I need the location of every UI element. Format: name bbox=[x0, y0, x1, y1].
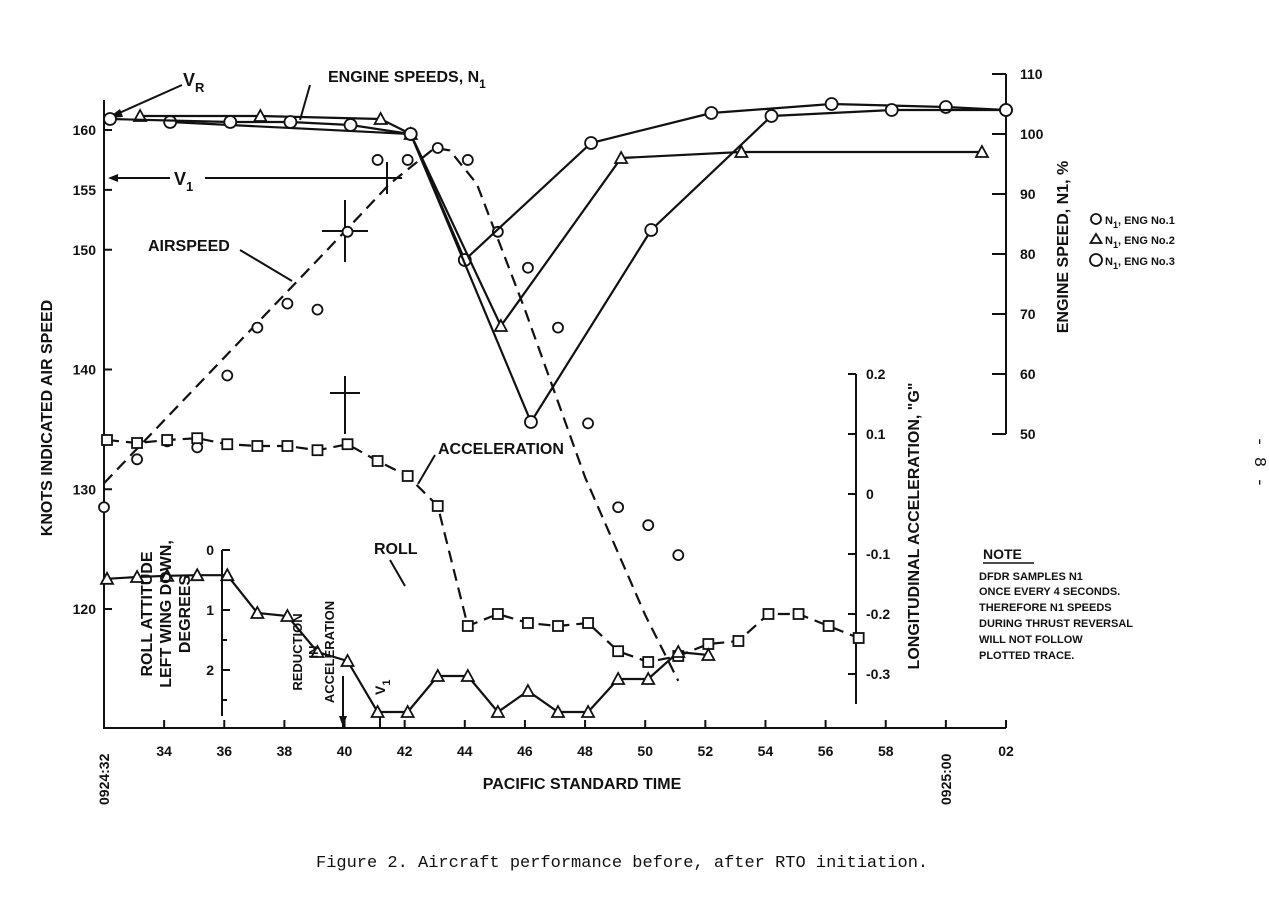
data-point-acceleration bbox=[493, 609, 503, 619]
series-line-acceleration bbox=[107, 438, 859, 662]
data-point-airspeed_samples bbox=[252, 323, 262, 333]
engine-speed-tick-label: 110 bbox=[1020, 66, 1043, 82]
engine-speed-tick-label: 60 bbox=[1020, 366, 1036, 382]
data-point-n1_eng1 bbox=[940, 101, 952, 113]
series-layer bbox=[99, 98, 1012, 717]
airspeed-tick-label: 150 bbox=[72, 241, 96, 258]
data-point-airspeed_samples bbox=[583, 418, 593, 428]
data-point-airspeed_samples bbox=[312, 305, 322, 315]
data-point-acceleration bbox=[192, 433, 202, 443]
data-point-airspeed_samples bbox=[222, 370, 232, 380]
roll-pointer bbox=[390, 560, 405, 586]
data-point-n1_eng3 bbox=[284, 116, 296, 128]
x-tick-label: 36 bbox=[216, 743, 233, 759]
data-point-n1_eng1 bbox=[705, 107, 717, 119]
x-tick-label: 50 bbox=[637, 743, 653, 759]
x-tick-label: 56 bbox=[817, 743, 834, 759]
acceleration-label: ACCELERATION bbox=[438, 441, 564, 458]
data-point-acceleration bbox=[312, 445, 322, 455]
data-point-acceleration bbox=[102, 435, 112, 445]
series-airspeed_samples bbox=[99, 143, 683, 560]
x-tick-label: 34 bbox=[156, 743, 172, 759]
reduction-arrowhead bbox=[339, 716, 347, 727]
x-tick-label: 44 bbox=[457, 743, 473, 759]
data-point-acceleration bbox=[854, 633, 864, 643]
data-point-acceleration bbox=[403, 471, 413, 481]
reduction-line-1: REDUCTION bbox=[290, 613, 305, 691]
engine-speed-axis-title: ENGINE SPEED, N1, % bbox=[1055, 160, 1072, 334]
axes-layer bbox=[73, 66, 1044, 805]
data-point-acceleration bbox=[222, 439, 232, 449]
note-line: WILL NOT FOLLOW bbox=[979, 634, 1083, 646]
roll-tick-label: 1 bbox=[206, 602, 214, 618]
airspeed-label: AIRSPEED bbox=[148, 238, 230, 255]
engine-speed-tick-label: 50 bbox=[1020, 426, 1036, 442]
data-point-airspeed_samples bbox=[613, 502, 623, 512]
series-line-n1_eng2 bbox=[140, 116, 982, 326]
roll-axis-title bbox=[139, 540, 194, 688]
data-point-n1_eng3 bbox=[765, 110, 777, 122]
data-point-acceleration bbox=[794, 609, 804, 619]
x-tick-label: 42 bbox=[396, 743, 413, 759]
note-line: DURING THRUST REVERSAL bbox=[979, 618, 1134, 630]
note-line: ONCE EVERY 4 SECONDS. bbox=[979, 586, 1121, 598]
x-tick-label: 0924:32 bbox=[96, 753, 112, 805]
data-point-acceleration bbox=[613, 646, 623, 656]
airspeed-tick-label: 130 bbox=[72, 481, 96, 498]
series-acceleration bbox=[102, 433, 864, 667]
roll-title-line-1: ROLL ATTITUDE bbox=[139, 551, 156, 677]
data-point-acceleration bbox=[643, 657, 653, 667]
data-point-acceleration bbox=[553, 621, 563, 631]
data-point-airspeed_samples bbox=[343, 227, 353, 237]
data-point-airspeed_samples bbox=[132, 454, 142, 464]
roll-tick-label: 0 bbox=[206, 542, 214, 558]
engine-speeds-pointer bbox=[300, 85, 310, 120]
data-point-n1_eng1 bbox=[585, 137, 597, 149]
acceleration-tick-label: -0.3 bbox=[866, 666, 891, 682]
note-line: DFDR SAMPLES N1 bbox=[979, 571, 1083, 583]
engine-speed-tick-label: 80 bbox=[1020, 246, 1036, 262]
acceleration-tick-label: 0.2 bbox=[866, 366, 886, 382]
legend-item-eng3 bbox=[1090, 254, 1175, 271]
airspeed-tick-label: 120 bbox=[72, 601, 96, 617]
data-point-n1_eng3 bbox=[886, 104, 898, 116]
data-point-n1_eng1 bbox=[164, 116, 176, 128]
data-point-n1_eng3 bbox=[405, 128, 417, 140]
data-point-acceleration bbox=[824, 621, 834, 631]
x-tick-label: 54 bbox=[757, 743, 774, 759]
v1-label: $V_1$ bbox=[174, 169, 194, 194]
roll-label: ROLL bbox=[374, 541, 418, 558]
engine-speeds-label: ENGINE SPEEDS, $N_1$ bbox=[328, 69, 486, 91]
reduction-line-3: ACCELERATION bbox=[322, 600, 337, 704]
engine-speed-tick-label: 70 bbox=[1020, 306, 1036, 322]
data-point-airspeed_samples bbox=[403, 155, 413, 165]
reduction-line-2: IN bbox=[306, 645, 321, 659]
figure-caption: Figure 2. Aircraft performance before, after RTO initiation. bbox=[316, 854, 929, 873]
airspeed-tick-label: 140 bbox=[72, 361, 96, 378]
series-line-roll bbox=[107, 575, 708, 712]
series-line-n1_eng1 bbox=[170, 104, 1006, 260]
data-point-n1_eng3 bbox=[1000, 104, 1012, 116]
data-point-acceleration bbox=[252, 441, 262, 451]
airspeed-tick-label: 155 bbox=[72, 181, 96, 198]
legend-item-eng2 bbox=[1091, 234, 1175, 250]
acceleration-tick-label: -0.1 bbox=[866, 546, 891, 562]
data-point-airspeed_samples bbox=[673, 550, 683, 560]
data-point-airspeed_samples bbox=[99, 502, 109, 512]
note-line: PLOTTED TRACE. bbox=[979, 650, 1075, 662]
v1-arrowhead bbox=[108, 174, 118, 182]
acceleration-axis-title: LONGITUDINAL ACCELERATION, "G" bbox=[906, 382, 923, 670]
v1-vertical-label: $V_1$ bbox=[372, 679, 393, 695]
main-axes-frame bbox=[104, 100, 1006, 728]
engine-speed-tick-label: 90 bbox=[1020, 186, 1036, 202]
legend-label-eng1: $N_1$, ENG No.1 bbox=[1105, 215, 1175, 230]
acceleration-tick-label: -0.2 bbox=[866, 606, 891, 622]
legend-triangle-marker bbox=[1091, 234, 1102, 243]
acceleration-tick-label: 0.1 bbox=[866, 426, 886, 442]
legend-label-eng2: $N_1$, ENG No.2 bbox=[1105, 235, 1175, 250]
data-point-airspeed_samples bbox=[433, 143, 443, 153]
data-point-n1_eng3 bbox=[104, 113, 116, 125]
airspeed-pointer bbox=[240, 250, 292, 281]
x-tick-label: 02 bbox=[998, 743, 1014, 759]
data-point-airspeed_samples bbox=[643, 520, 653, 530]
page-number: - 8 - bbox=[1249, 436, 1268, 488]
note-block bbox=[979, 546, 1133, 662]
roll-tick-label: 2 bbox=[206, 662, 214, 678]
airspeed-axis-title: KNOTS INDICATED AIR SPEED bbox=[39, 299, 56, 537]
acceleration-tick-label: 0 bbox=[866, 486, 874, 502]
roll-title-line-2: LEFT WING DOWN, bbox=[158, 540, 175, 688]
data-point-acceleration bbox=[583, 618, 593, 628]
data-point-acceleration bbox=[132, 438, 142, 448]
data-point-airspeed_samples bbox=[553, 323, 563, 333]
x-tick-label: 48 bbox=[577, 743, 593, 759]
reduction-annotation bbox=[290, 601, 337, 703]
data-point-airspeed_samples bbox=[282, 299, 292, 309]
data-point-acceleration bbox=[373, 456, 383, 466]
legend-circle-marker bbox=[1090, 254, 1102, 266]
x-axis-title: PACIFIC STANDARD TIME bbox=[482, 776, 682, 793]
x-tick-label: 52 bbox=[697, 743, 714, 759]
data-point-n1_eng3 bbox=[525, 416, 537, 428]
data-point-n1_eng3 bbox=[345, 119, 357, 131]
data-point-acceleration bbox=[282, 441, 292, 451]
legend-label-eng3: $N_1$, ENG No.3 bbox=[1105, 256, 1175, 271]
x-tick-label: 0925:00 bbox=[937, 753, 954, 805]
legend-item-eng1 bbox=[1091, 214, 1175, 230]
note-line: THEREFORE N1 SPEEDS bbox=[979, 602, 1112, 614]
data-point-airspeed_samples bbox=[373, 155, 383, 165]
x-tick-label: 38 bbox=[276, 743, 293, 759]
series-n1_eng2 bbox=[134, 110, 988, 331]
vr-label: $V_R$ bbox=[183, 70, 205, 95]
data-point-acceleration bbox=[523, 618, 533, 628]
acceleration-pointer bbox=[418, 455, 435, 484]
legend bbox=[1090, 214, 1175, 271]
data-point-acceleration bbox=[343, 439, 353, 449]
data-point-roll bbox=[522, 685, 534, 696]
data-point-n1_eng3 bbox=[224, 116, 236, 128]
data-point-airspeed_samples bbox=[463, 155, 473, 165]
data-point-acceleration bbox=[733, 636, 743, 646]
data-point-acceleration bbox=[433, 501, 443, 511]
data-point-acceleration bbox=[162, 435, 172, 445]
x-tick-label: 58 bbox=[877, 743, 894, 759]
airspeed-tick-label: 160 bbox=[72, 122, 96, 138]
engine-speed-tick-label: 100 bbox=[1020, 126, 1044, 142]
roll-title-line-3: DEGREES bbox=[177, 574, 194, 654]
data-point-n1_eng1 bbox=[826, 98, 838, 110]
data-point-acceleration bbox=[763, 609, 773, 619]
legend-circle-marker bbox=[1091, 214, 1101, 224]
data-point-acceleration bbox=[463, 621, 473, 631]
data-point-n1_eng3 bbox=[645, 224, 657, 236]
data-point-airspeed_samples bbox=[523, 263, 533, 273]
x-tick-label: 46 bbox=[517, 743, 533, 759]
note-title: NOTE bbox=[983, 546, 1022, 562]
x-tick-label: 40 bbox=[336, 743, 353, 759]
